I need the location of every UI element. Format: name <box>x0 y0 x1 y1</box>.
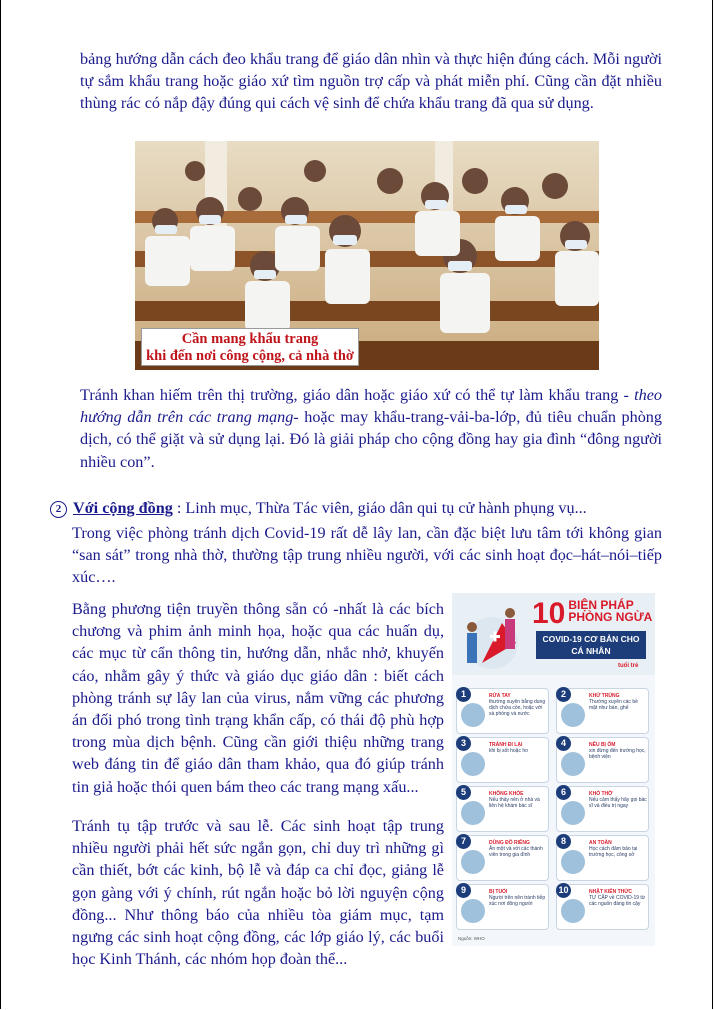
tip-card-3: 3 TRÁNH ĐI LẠI khi bị sốt hoặc ho <box>456 737 549 783</box>
para2-part1: Tránh khan hiếm trên thị trường, giáo dân hoặc giáo xứ có thể tự làm khẩu trang - <box>80 386 629 404</box>
photo-caption-line2: khi đến nơi công cộng, cả nhà thờ <box>146 348 354 364</box>
stay-home-icon <box>461 752 485 776</box>
section-heading <box>50 497 660 519</box>
tip-card-4: 4 NẾU BỊ ỐM xin đừng đến trường học, bệnh viện <box>556 737 649 783</box>
paragraph-homemade-masks <box>80 384 662 473</box>
disinfect-icon <box>561 703 585 727</box>
utensils-icon <box>461 850 485 874</box>
infographic-brand-logo: tuổi trẻ <box>618 663 639 669</box>
tip-card-10: 10 NHẬT KIẾN THỨC TỰ CẬP về COVID-19 từ các nguồn đáng tin cậy <box>556 884 649 930</box>
infographic-title-text: BIỆN PHÁP PHÒNG NGỪA <box>568 598 653 624</box>
covid-infographic <box>452 593 655 946</box>
section-number-badge: 2 <box>50 501 67 518</box>
tip-card-9: 9 BỊ TUỔI Người trên nên tránh tiếp xúc nơi đông người <box>456 884 549 930</box>
information-icon <box>561 899 585 923</box>
family-illustration <box>452 593 532 675</box>
paragraph-gatherings: Tránh tụ tập trước và sau lễ. Các sinh hoạt tập trung nhiều người phải hết sức ngắn gọn, chỉ duy trì những gì cần thiết, bớt các kinh, bộ lễ và đáp ca chỉ đọc, giảng lễ gọn gàng với ý chính, rút ngắn hoặc bỏ lời nguyện cộng đồng... Như thông báo của nhiều tòa giám mục, tạm ngưng các sinh hoạt cộng đồng, các lớp giáo lý, các buổi học Kinh Thánh, các nhóm họp đoàn thể... <box>72 817 444 969</box>
photo-caption-line1: Cần mang khẩu trang <box>181 331 319 347</box>
paragraph-media: Bằng phương tiện truyền thông sẵn có -nhất là các bích chương và phim ảnh minh họa, hoặc qua các huấn dụ, các mục từ cẩn thông tin, hướng dẫn, nhắc nhở, khuyến cáo, nhằm gây ý thức và giáo dục giáo dân : biết cách phòng tránh sự lây lan của virus, nắm vững các phương án đối phó trong tình trạng khẩn cấp, có thái độ phù hợp trong mùa dịch bệnh. Cũng cần giới thiệu những trang web đáng tin để giáo dân tham khảo, qua đó giúp tránh tin giả hoặc thói quen bám theo các trang mạng xấu... <box>72 600 444 796</box>
tip-card-8: 8 AN TOÀN Học cách đảm bảo tại trường học, công sở <box>556 835 649 881</box>
breathing-icon <box>561 801 585 825</box>
section-title-rest: : Linh mục, Thừa Tác viên, giáo dân qui tụ cử hành phụng vụ... <box>172 499 587 517</box>
elderly-icon <box>461 899 485 923</box>
paragraph-mask-guidance: bảng hướng dẫn cách đeo khẩu trang để giáo dân nhìn và thực hiện đúng cách. Mỗi người tự sắm khẩu trang hoặc giáo xứ tìm nguồn trợ cấp và phát miễn phí. Cũng cần đặt nhiều thùng rác có nắp đậy đúng qui cách vệ sinh để chứa khẩu trang đã qua sử dụng. <box>80 50 662 113</box>
tip-card-5: 5 KHÔNG KHỎE Nếu thấy nên ở nhà và liên hệ khám bác sĩ <box>456 786 549 832</box>
infographic-header <box>452 593 655 675</box>
infographic-source: Nguồn: WHO <box>458 936 485 941</box>
tip-card-6: 6 KHÓ THỞ Nếu cảm thấy hãy gọi bác sĩ và điều trị ngay <box>556 786 649 832</box>
infographic-number: 10 <box>532 597 566 630</box>
infographic-subtitle: COVID-19 CƠ BẢN CHO CÁ NHÂN <box>536 631 646 659</box>
tip-card-7: 7 DÙNG ĐỒ RIÊNG Ăn một và với các thành viên trong gia đình <box>456 835 549 881</box>
doctor-icon <box>461 801 485 825</box>
handwash-icon <box>461 703 485 727</box>
tip-card-1: 1 RỬA TAY thường xuyên bằng dung dịch chứa cồn, hoặc với xà phòng và nước <box>456 688 549 734</box>
tip-card-2: 2 KHỬ TRÙNG Thường xuyên các bề mặt như bàn, ghế <box>556 688 649 734</box>
school-icon <box>561 850 585 874</box>
infographic-title <box>532 599 654 629</box>
para2-part2: - hoặc may khẩu-trang-vải-ba-lớp, đủ tiêu chuẩn phòng dịch, có thể giặt và sử dụng lại. Đó là giải pháp cho cộng đồng hay gia đình “đông người nhiều con”. <box>80 408 662 471</box>
para2-italic: theo hướng dẫn trên các trang mạng <box>80 386 662 427</box>
sick-icon <box>561 752 585 776</box>
paragraph-covid-space: Trong việc phòng tránh dịch Covid-19 rất dễ lây lan, cần đặc biệt lưu tâm tới không gian “san sát” trong nhà thờ, thường tập trung nhiều người, với các sinh hoạt đọc–hát–nói–tiếp xúc…. <box>72 524 662 587</box>
photo-caption <box>141 328 359 366</box>
section-title: Với cộng đồng <box>73 499 173 517</box>
